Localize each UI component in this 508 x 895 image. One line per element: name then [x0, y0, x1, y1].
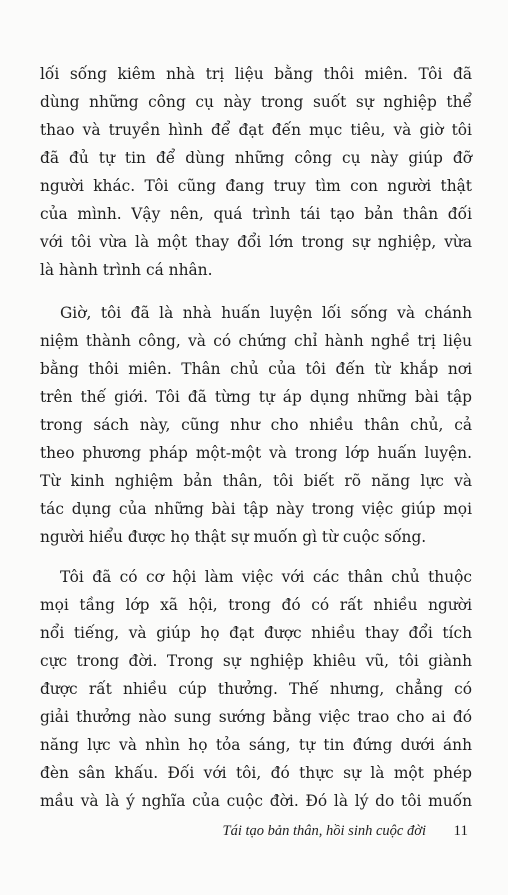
- text-line: lối sống kiêm nhà trị liệu bằng thôi miên. Tôi đã: [40, 65, 472, 83]
- text-line: của mình. Vậy nên, quá trình tái tạo bản thân đối: [40, 205, 472, 223]
- running-title: Tái tạo bản thân, hồi sinh cuộc đời: [222, 823, 426, 839]
- text-line: người khác. Tôi cũng đang truy tìm con người thật: [40, 177, 472, 195]
- text-line: với tôi vừa là một thay đổi lớn trong sự nghiệp, vừa: [40, 233, 472, 251]
- text-line: được rất nhiều cúp thưởng. Thế nhưng, chẳng có: [40, 680, 472, 698]
- text-line: dùng những công cụ này trong suốt sự nghiệp thể: [40, 93, 472, 111]
- text-line: thao và truyền hình để đạt đến mục tiêu, và giờ tôi: [40, 121, 472, 139]
- text-line: năng lực và nhìn họ tỏa sáng, tự tin đứng dưới ánh: [40, 736, 472, 754]
- text-line: người hiểu được họ thật sự muốn gì từ cuộc sống.: [40, 528, 427, 546]
- text-line: niệm thành công, và có chứng chỉ hành nghề trị liệu: [40, 332, 472, 350]
- text-line: đèn sân khấu. Đối với tôi, đó thực sự là một phép: [40, 764, 472, 782]
- page-number: 11: [453, 823, 468, 839]
- text-line: giải thưởng nào sung sướng bằng việc trao cho ai đó: [40, 708, 472, 726]
- text-line: theo phương pháp một-một và trong lớp huấn luyện.: [40, 444, 472, 462]
- text-line: trên thế giới. Tôi đã từng tự áp dụng những bài tập: [40, 388, 472, 406]
- text-line: Từ kinh nghiệm bản thân, tôi biết rõ năng lực và: [40, 472, 472, 490]
- text-line: Tôi đã có cơ hội làm việc với các thân chủ thuộc: [60, 568, 472, 586]
- page-footer: [0, 823, 508, 845]
- text-line: mọi tầng lớp xã hội, trong đó có rất nhiều người: [40, 596, 472, 614]
- text-line: cực trong đời. Trong sự nghiệp khiêu vũ, tôi giành: [40, 652, 472, 670]
- text-line: là hành trình cá nhân.: [40, 261, 213, 279]
- text-line: trong sách này, cũng như cho nhiều thân chủ, cả: [40, 416, 472, 434]
- text-line: Giờ, tôi đã là nhà huấn luyện lối sống và chánh: [60, 304, 472, 322]
- text-line: tác dụng của những bài tập này trong việc giúp mọi: [40, 500, 472, 518]
- text-line: bằng thôi miên. Thân chủ của tôi đến từ khắp nơi: [40, 360, 472, 378]
- text-line: mầu và là ý nghĩa của cuộc đời. Đó là lý do tôi muốn: [40, 792, 472, 810]
- text-line: đã đủ tự tin để dùng những công cụ này giúp đỡ: [40, 149, 472, 167]
- text-line: nổi tiếng, và giúp họ đạt được nhiều thay đổi tích: [40, 624, 472, 642]
